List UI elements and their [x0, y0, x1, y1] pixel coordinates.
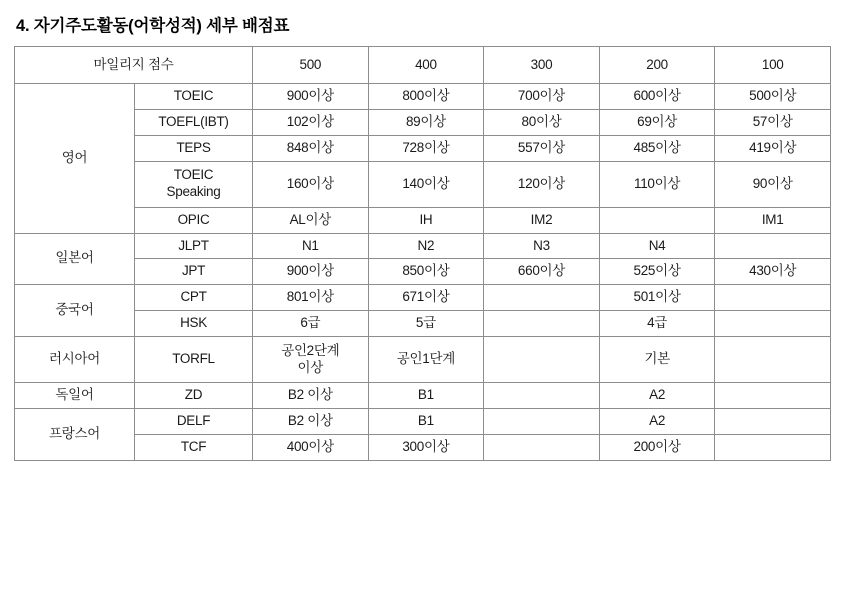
- cell-value: IH: [368, 207, 484, 233]
- cell-value: B2 이상: [253, 408, 369, 434]
- cell-value-empty: [715, 337, 831, 383]
- language-russian: 러시아어: [15, 337, 135, 383]
- subject-hsk: HSK: [135, 311, 253, 337]
- language-chinese: 중국어: [15, 285, 135, 337]
- cell-value: N1: [253, 233, 369, 259]
- cell-value: 850이상: [368, 259, 484, 285]
- table-row: [15, 434, 831, 460]
- table-row: [15, 259, 831, 285]
- subject-zd: ZD: [135, 383, 253, 409]
- cell-value: 6급: [253, 311, 369, 337]
- cell-value-empty: [484, 383, 600, 409]
- cell-value-line-2: 이상: [297, 359, 324, 375]
- language-french: 프랑스어: [15, 408, 135, 460]
- language-score-table: [14, 46, 831, 461]
- cell-value: 102이상: [253, 109, 369, 135]
- cell-value-empty: [484, 434, 600, 460]
- cell-value-empty: [715, 233, 831, 259]
- subject-tcf: TCF: [135, 434, 253, 460]
- subject-opic: OPIC: [135, 207, 253, 233]
- cell-value: 80이상: [484, 109, 600, 135]
- cell-value: 501이상: [599, 285, 715, 311]
- header-mileage-label: 마일리지 점수: [15, 47, 253, 84]
- cell-value: B2 이상: [253, 383, 369, 409]
- cell-value: 57이상: [715, 109, 831, 135]
- subject-jpt: JPT: [135, 259, 253, 285]
- table-row: [15, 207, 831, 233]
- header-score-400: 400: [368, 47, 484, 84]
- cell-value: IM2: [484, 207, 600, 233]
- cell-value-line-1: 공인2단계: [281, 342, 340, 358]
- cell-value: N4: [599, 233, 715, 259]
- cell-value: 485이상: [599, 135, 715, 161]
- cell-value: A2: [599, 383, 715, 409]
- cell-value-empty: [484, 408, 600, 434]
- cell-value-empty: [715, 408, 831, 434]
- cell-value: 700이상: [484, 84, 600, 110]
- cell-value: 900이상: [253, 84, 369, 110]
- table-row: [15, 109, 831, 135]
- cell-value: 공인1단계: [368, 337, 484, 383]
- subject-cpt: CPT: [135, 285, 253, 311]
- cell-value: B1: [368, 408, 484, 434]
- subject-jlpt: JLPT: [135, 233, 253, 259]
- cell-value: 728이상: [368, 135, 484, 161]
- table-row: [15, 233, 831, 259]
- table-row: [15, 161, 831, 207]
- subject-toeic-speaking: [135, 161, 253, 207]
- subject-toeic: TOEIC: [135, 84, 253, 110]
- table-header-row: [15, 47, 831, 84]
- cell-value-empty: [484, 311, 600, 337]
- table-row: [15, 135, 831, 161]
- subject-line-2: Speaking: [166, 184, 221, 200]
- cell-value: IM1: [715, 207, 831, 233]
- header-score-200: 200: [599, 47, 715, 84]
- cell-value: 89이상: [368, 109, 484, 135]
- page-title: 4. 자기주도활동(어학성적) 세부 배점표: [16, 17, 290, 35]
- cell-value-empty: [484, 285, 600, 311]
- cell-value: 400이상: [253, 434, 369, 460]
- cell-value: 557이상: [484, 135, 600, 161]
- table-row: [15, 337, 831, 383]
- language-japanese: 일본어: [15, 233, 135, 285]
- cell-value: 800이상: [368, 84, 484, 110]
- cell-value: 430이상: [715, 259, 831, 285]
- cell-value-empty: [599, 207, 715, 233]
- cell-value: 140이상: [368, 161, 484, 207]
- cell-value: 4급: [599, 311, 715, 337]
- cell-value: 90이상: [715, 161, 831, 207]
- table-row: [15, 285, 831, 311]
- table-row: [15, 408, 831, 434]
- cell-value: 160이상: [253, 161, 369, 207]
- cell-value: 848이상: [253, 135, 369, 161]
- table-row: [15, 383, 831, 409]
- cell-value: 660이상: [484, 259, 600, 285]
- cell-value: N2: [368, 233, 484, 259]
- cell-value: 671이상: [368, 285, 484, 311]
- cell-value-empty: [715, 383, 831, 409]
- cell-value: 419이상: [715, 135, 831, 161]
- subject-toefl-ibt: TOEFL(IBT): [135, 109, 253, 135]
- cell-value: 300이상: [368, 434, 484, 460]
- language-german: 독일어: [15, 383, 135, 409]
- cell-value: [253, 337, 369, 383]
- cell-value: 525이상: [599, 259, 715, 285]
- header-score-100: 100: [715, 47, 831, 84]
- header-score-300: 300: [484, 47, 600, 84]
- cell-value: 801이상: [253, 285, 369, 311]
- header-score-500: 500: [253, 47, 369, 84]
- cell-value: 500이상: [715, 84, 831, 110]
- table-row: [15, 84, 831, 110]
- cell-value-empty: [715, 434, 831, 460]
- cell-value: 5급: [368, 311, 484, 337]
- cell-value: 200이상: [599, 434, 715, 460]
- language-english: 영어: [15, 84, 135, 234]
- cell-value: 기본: [599, 337, 715, 383]
- table-row: [15, 311, 831, 337]
- cell-value: A2: [599, 408, 715, 434]
- cell-value: 110이상: [599, 161, 715, 207]
- cell-value: 120이상: [484, 161, 600, 207]
- cell-value: 69이상: [599, 109, 715, 135]
- cell-value-empty: [715, 285, 831, 311]
- subject-torfl: TORFL: [135, 337, 253, 383]
- cell-value: 900이상: [253, 259, 369, 285]
- subject-delf: DELF: [135, 408, 253, 434]
- subject-line-1: TOEIC: [173, 167, 214, 183]
- cell-value: 600이상: [599, 84, 715, 110]
- cell-value-empty: [715, 311, 831, 337]
- cell-value-empty: [484, 337, 600, 383]
- subject-teps: TEPS: [135, 135, 253, 161]
- cell-value: B1: [368, 383, 484, 409]
- cell-value: N3: [484, 233, 600, 259]
- cell-value: AL이상: [253, 207, 369, 233]
